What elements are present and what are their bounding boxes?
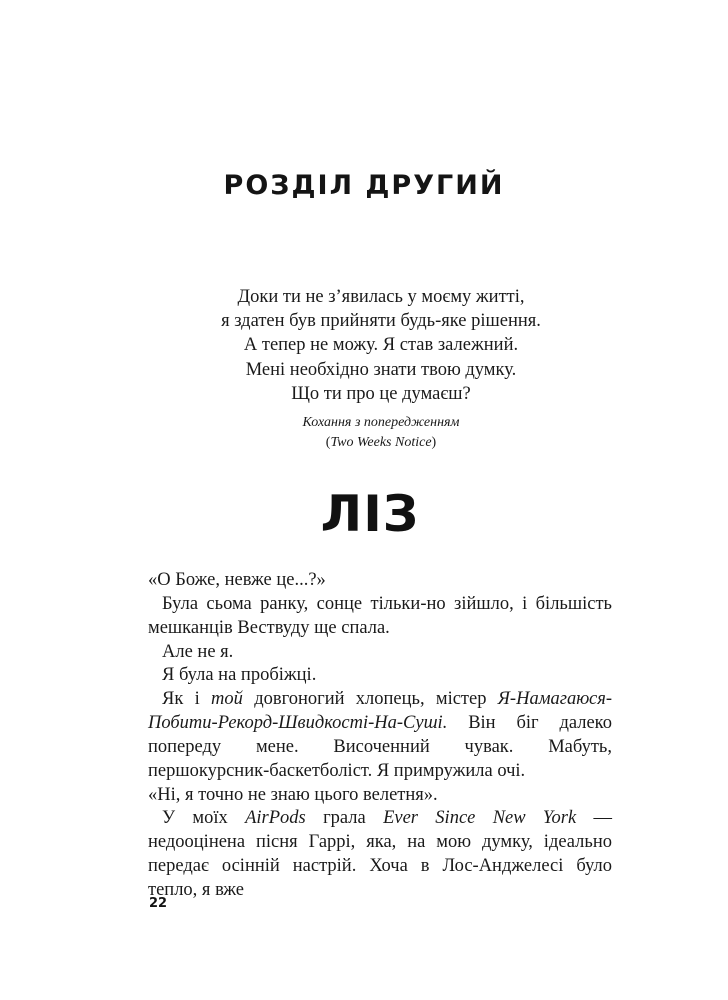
emphasis-text: той <box>211 689 243 710</box>
emphasis-text: Ever Since New York <box>383 808 577 829</box>
paragraph: «О Боже, невже це...?» <box>148 570 326 590</box>
epigraph <box>0 285 728 406</box>
epigraph-line: Що ти про це думаєш? <box>291 383 471 404</box>
epigraph-line: Мені необхідно знати твою думку. <box>245 359 517 380</box>
attribution-title: Кохання з попередженням <box>302 415 460 430</box>
text-run: грала <box>305 808 384 829</box>
chapter-title: РОЗДІЛ ДРУГИЙ <box>223 170 505 201</box>
section-heading: ЛІЗ <box>320 485 420 543</box>
page-number: 22 <box>149 896 168 911</box>
epigraph-attribution <box>0 413 728 453</box>
paragraph: Я була на пробіжці. <box>162 665 317 686</box>
attribution-original-line <box>0 433 728 453</box>
emphasis-text: AirPods <box>245 808 306 829</box>
paragraph: «Ні, я точно не знаю цього велетня». <box>148 784 438 805</box>
emphasis-text: Я-Намагаюся-Побити-Рекорд-Швидкості-На-Суші. <box>148 689 612 734</box>
attribution-open-paren: ( <box>325 435 331 450</box>
paragraph: Але не я. <box>162 641 234 662</box>
paragraph <box>148 807 612 902</box>
text-run: Як і <box>162 689 212 710</box>
text-run: Він біг далеко попереду мене. Височенний чувак. Мабуть, першокурсник-баскетболіст. Я примружила очі. <box>148 713 612 781</box>
paragraph: Була сьома ранку, сонце тільки-но зійшло, і більшість мешканців Вествуду ще спала. <box>148 593 612 638</box>
attribution-close-paren: ) <box>431 435 437 450</box>
paragraph <box>148 688 612 783</box>
text-run: У моїх <box>162 808 246 829</box>
epigraph-line: Доки ти не з’явилась у моєму житті, <box>237 287 525 307</box>
body-text <box>148 569 612 903</box>
text-run: довгоногий хлопець, містер <box>242 689 498 710</box>
text-run: — недооцінена пісня Гаррі, яка, на мою думку, ідеально передає осінній настрій. Хоча в Лос-Анджелесі було тепло, я вже <box>148 808 612 900</box>
epigraph-line: А тепер не можу. Я став залежний. <box>243 335 519 356</box>
attribution-original-title: Two Weeks Notice <box>330 435 432 450</box>
epigraph-line: я здатен був прийняти будь-яке рішення. <box>221 311 541 332</box>
